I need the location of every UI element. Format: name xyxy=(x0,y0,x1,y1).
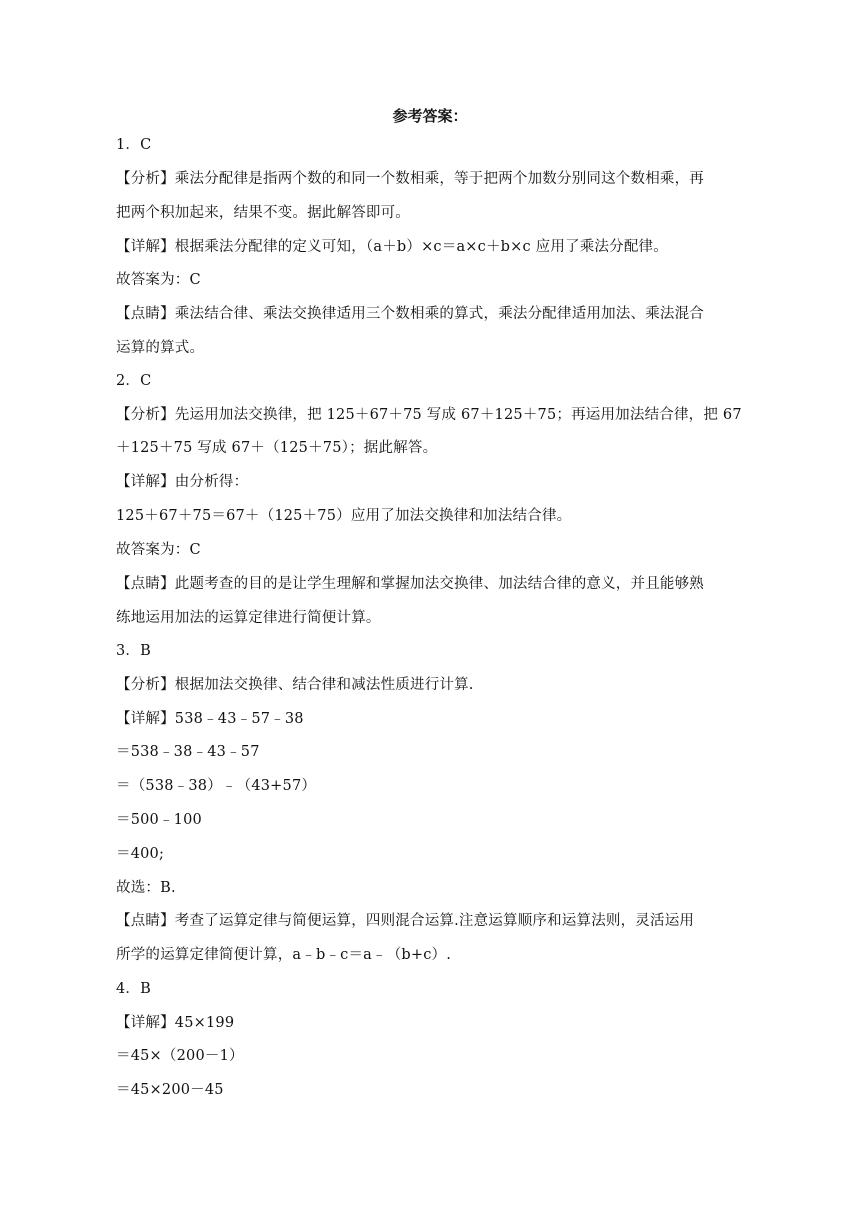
text-line: 运算的算式。 xyxy=(116,340,205,356)
text-line: 【点睛】考查了运算定律与简便运算，四则混合运算.注意运算顺序和运算法则，灵活运用 xyxy=(116,913,695,929)
text-line: ＝538﹣38﹣43﹣57 xyxy=(116,744,260,760)
text-line: 3．B xyxy=(116,643,151,659)
text-line: 故答案为：C xyxy=(116,272,201,288)
text-line: 【详解】由分析得： xyxy=(116,474,249,490)
text-line: 【点睛】乘法结合律、乘法交换律适用三个数相乘的算式，乘法分配律适用加法、乘法混合 xyxy=(116,306,704,322)
text-line: 所学的运算定律简便计算，a﹣b﹣c＝a﹣（b+c）. xyxy=(116,947,452,963)
text-line: 【详解】根据乘法分配律的定义可知，（a＋b）×c＝a×c＋b×c 应用了乘法分配律。 xyxy=(116,239,668,255)
text-line: ＝（538﹣38）﹣（43+57） xyxy=(116,778,317,794)
text-line: 把两个积加起来，结果不变。据此解答即可。 xyxy=(116,205,410,221)
page-title: 参考答案： xyxy=(392,107,468,125)
text-line: ＝400; xyxy=(116,846,165,862)
text-line: ＝45×200－45 xyxy=(116,1082,224,1098)
text-line: 【分析】乘法分配律是指两个数的和同一个数相乘，等于把两个加数分别同这个数相乘，再 xyxy=(116,171,704,187)
text-line: 【详解】45×199 xyxy=(116,1015,235,1031)
text-line: 1．C xyxy=(116,137,152,153)
text-line: ＝45×（200－1） xyxy=(116,1048,244,1064)
text-line: 【详解】538﹣43﹣57﹣38 xyxy=(116,711,304,727)
text-line: 4．B xyxy=(116,981,151,997)
text-line: ＝500﹣100 xyxy=(116,812,202,828)
text-line: 【点睛】此题考查的目的是让学生理解和掌握加法交换律、加法结合律的意义，并且能够熟 xyxy=(116,576,704,592)
text-line: 【分析】先运用加法交换律，把 125＋67＋75 写成 67＋125＋75；再运用加法结合律，把 67 xyxy=(116,407,742,423)
text-line: 【分析】根据加法交换律、结合律和减法性质进行计算. xyxy=(116,677,474,693)
text-line: 练地运用加法的运算定律进行简便计算。 xyxy=(116,610,381,626)
text-line: ＋125＋75 写成 67＋（125＋75）；据此解答。 xyxy=(116,440,438,456)
text-line: 故答案为：C xyxy=(116,542,201,558)
text-line: 2．C xyxy=(116,373,152,389)
text-line: 125＋67＋75＝67＋（125＋75）应用了加法交换律和加法结合律。 xyxy=(116,508,572,524)
text-line: 故选：B. xyxy=(116,880,176,896)
